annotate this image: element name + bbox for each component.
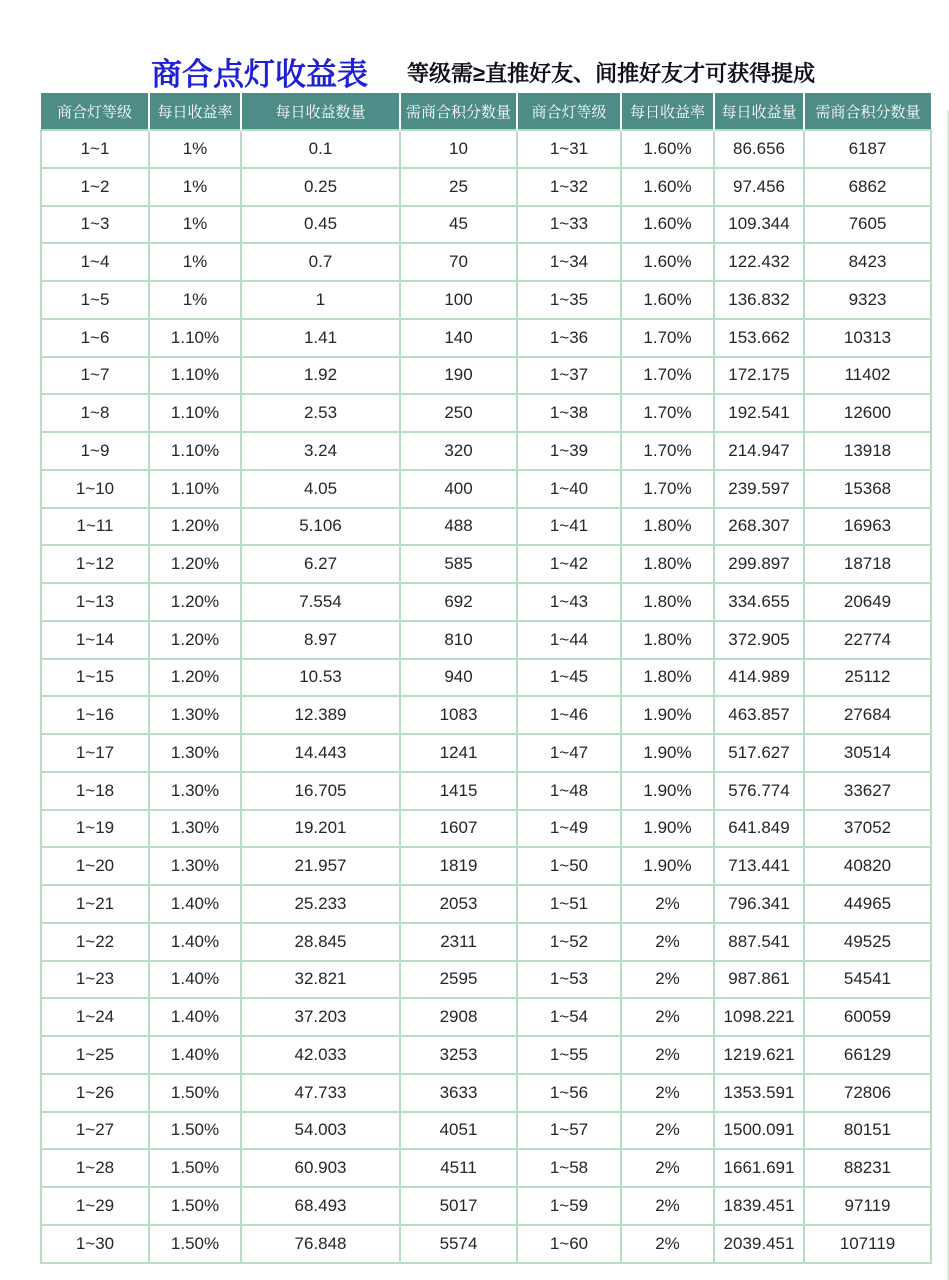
table-cell: 11402 — [804, 357, 931, 395]
table-cell: 1~12 — [41, 545, 149, 583]
table-cell: 21.957 — [241, 847, 400, 885]
table-cell: 1% — [149, 206, 241, 244]
table-cell: 190 — [400, 357, 517, 395]
table-cell: 25112 — [804, 659, 931, 697]
table-cell: 1.30% — [149, 734, 241, 772]
table-cell: 37.203 — [241, 998, 400, 1036]
table-cell: 1.50% — [149, 1112, 241, 1150]
table-cell: 80151 — [804, 1112, 931, 1150]
column-header: 需商合积分数量 — [400, 93, 517, 130]
table-cell: 1.10% — [149, 470, 241, 508]
table-cell: 1~50 — [517, 847, 621, 885]
table-cell: 3633 — [400, 1074, 517, 1112]
table-cell: 1 — [241, 281, 400, 319]
table-cell: 2% — [621, 1149, 714, 1187]
table-cell: 1.70% — [621, 394, 714, 432]
table-cell: 10313 — [804, 319, 931, 357]
table-cell: 334.655 — [714, 583, 804, 621]
table-row — [41, 621, 931, 659]
table-row — [41, 206, 931, 244]
table-cell: 1~19 — [41, 810, 149, 848]
table-cell: 810 — [400, 621, 517, 659]
table-cell: 2% — [621, 1112, 714, 1150]
table-cell: 3.24 — [241, 432, 400, 470]
table-cell: 250 — [400, 394, 517, 432]
table-row — [41, 885, 931, 923]
table-cell: 0.45 — [241, 206, 400, 244]
table-row — [41, 1074, 931, 1112]
table-row — [41, 243, 931, 281]
table-cell: 1~14 — [41, 621, 149, 659]
column-header: 每日收益数量 — [241, 93, 400, 130]
table-cell: 1.50% — [149, 1149, 241, 1187]
table-cell: 1607 — [400, 810, 517, 848]
table-cell: 122.432 — [714, 243, 804, 281]
table-cell: 60.903 — [241, 1149, 400, 1187]
table-row — [41, 961, 931, 999]
table-cell: 1~43 — [517, 583, 621, 621]
table-cell: 6187 — [804, 130, 931, 168]
table-cell: 12.389 — [241, 696, 400, 734]
table-cell: 1~2 — [41, 168, 149, 206]
table-cell: 1~20 — [41, 847, 149, 885]
table-cell: 1.70% — [621, 357, 714, 395]
page-subtitle: 等级需≥直推好友、间推好友才可获得提成 — [407, 61, 816, 86]
column-header: 商合灯等级 — [517, 93, 621, 130]
table-cell: 2.53 — [241, 394, 400, 432]
table-row — [41, 998, 931, 1036]
table-cell: 1~17 — [41, 734, 149, 772]
table-cell: 88231 — [804, 1149, 931, 1187]
table-cell: 1~42 — [517, 545, 621, 583]
table-cell: 4511 — [400, 1149, 517, 1187]
table-cell: 1.90% — [621, 847, 714, 885]
table-cell: 12600 — [804, 394, 931, 432]
table-cell: 1.60% — [621, 281, 714, 319]
table-cell: 1~5 — [41, 281, 149, 319]
table-cell: 1~35 — [517, 281, 621, 319]
table-cell: 1.41 — [241, 319, 400, 357]
table-cell: 1.92 — [241, 357, 400, 395]
table-cell: 54.003 — [241, 1112, 400, 1150]
table-cell: 940 — [400, 659, 517, 697]
table-cell: 1~48 — [517, 772, 621, 810]
table-cell: 268.307 — [714, 508, 804, 546]
table-cell: 517.627 — [714, 734, 804, 772]
table-cell: 1~23 — [41, 961, 149, 999]
table-cell: 1.20% — [149, 659, 241, 697]
table-cell: 713.441 — [714, 847, 804, 885]
table-cell: 1~24 — [41, 998, 149, 1036]
table-cell: 18718 — [804, 545, 931, 583]
table-row — [41, 659, 931, 697]
table-cell: 400 — [400, 470, 517, 508]
table-cell: 25 — [400, 168, 517, 206]
table-row — [41, 1149, 931, 1187]
table-cell: 1~22 — [41, 923, 149, 961]
table-cell: 796.341 — [714, 885, 804, 923]
table-cell: 576.774 — [714, 772, 804, 810]
table-cell: 1.90% — [621, 772, 714, 810]
table-cell: 1~40 — [517, 470, 621, 508]
table-cell: 1.90% — [621, 734, 714, 772]
table-cell: 1.80% — [621, 508, 714, 546]
table-row — [41, 734, 931, 772]
column-header: 每日收益量 — [714, 93, 804, 130]
table-cell: 7605 — [804, 206, 931, 244]
table-cell: 1~1 — [41, 130, 149, 168]
table-cell: 97.456 — [714, 168, 804, 206]
table-cell: 60059 — [804, 998, 931, 1036]
table-row — [41, 1225, 931, 1263]
table-cell: 14.443 — [241, 734, 400, 772]
table-cell: 1.20% — [149, 583, 241, 621]
table-row — [41, 508, 931, 546]
table-row — [41, 1112, 931, 1150]
table-cell: 987.861 — [714, 961, 804, 999]
table-cell: 19.201 — [241, 810, 400, 848]
table-cell: 16.705 — [241, 772, 400, 810]
table-cell: 1~54 — [517, 998, 621, 1036]
table-cell: 1.40% — [149, 923, 241, 961]
table-cell: 1~27 — [41, 1112, 149, 1150]
table-cell: 1~8 — [41, 394, 149, 432]
table-cell: 66129 — [804, 1036, 931, 1074]
column-header: 商合灯等级 — [41, 93, 149, 130]
table-cell: 1~49 — [517, 810, 621, 848]
table-row — [41, 847, 931, 885]
table-cell: 1~25 — [41, 1036, 149, 1074]
table-cell: 27684 — [804, 696, 931, 734]
table-cell: 1083 — [400, 696, 517, 734]
table-cell: 2% — [621, 961, 714, 999]
table-cell: 1661.691 — [714, 1149, 804, 1187]
table-cell: 1.10% — [149, 319, 241, 357]
table-cell: 5.106 — [241, 508, 400, 546]
table-cell: 2% — [621, 885, 714, 923]
table-cell: 1~41 — [517, 508, 621, 546]
table-cell: 1~51 — [517, 885, 621, 923]
table-cell: 585 — [400, 545, 517, 583]
table-cell: 86.656 — [714, 130, 804, 168]
table-cell: 1~57 — [517, 1112, 621, 1150]
table-row — [41, 923, 931, 961]
table-cell: 1.50% — [149, 1074, 241, 1112]
table-cell: 107119 — [804, 1225, 931, 1263]
table-cell: 1~9 — [41, 432, 149, 470]
table-cell: 1~28 — [41, 1149, 149, 1187]
table-cell: 2908 — [400, 998, 517, 1036]
column-header: 需商合积分数量 — [804, 93, 931, 130]
table-cell: 7.554 — [241, 583, 400, 621]
table-cell: 1~31 — [517, 130, 621, 168]
table-row — [41, 810, 931, 848]
table-cell: 30514 — [804, 734, 931, 772]
table-cell: 54541 — [804, 961, 931, 999]
table-cell: 10 — [400, 130, 517, 168]
table-cell: 1.70% — [621, 470, 714, 508]
table-cell: 33627 — [804, 772, 931, 810]
table-cell: 4.05 — [241, 470, 400, 508]
table-cell: 1% — [149, 243, 241, 281]
table-cell: 1839.451 — [714, 1187, 804, 1225]
table-row — [41, 545, 931, 583]
table-cell: 1~11 — [41, 508, 149, 546]
table-cell: 1.10% — [149, 432, 241, 470]
table-cell: 1~37 — [517, 357, 621, 395]
table-cell: 40820 — [804, 847, 931, 885]
table-cell: 0.1 — [241, 130, 400, 168]
table-cell: 1~30 — [41, 1225, 149, 1263]
table-cell: 1~39 — [517, 432, 621, 470]
table-cell: 239.597 — [714, 470, 804, 508]
table-cell: 1~18 — [41, 772, 149, 810]
income-table — [40, 93, 932, 1264]
table-cell: 1~13 — [41, 583, 149, 621]
table-cell: 2% — [621, 998, 714, 1036]
table-row — [41, 772, 931, 810]
table-cell: 1.50% — [149, 1225, 241, 1263]
table-cell: 2053 — [400, 885, 517, 923]
table-cell: 1241 — [400, 734, 517, 772]
table-cell: 1~15 — [41, 659, 149, 697]
table-cell: 100 — [400, 281, 517, 319]
table-cell: 1.40% — [149, 961, 241, 999]
table-row — [41, 357, 931, 395]
table-cell: 140 — [400, 319, 517, 357]
table-cell: 2% — [621, 1074, 714, 1112]
table-cell: 76.848 — [241, 1225, 400, 1263]
table-cell: 6.27 — [241, 545, 400, 583]
table-cell: 109.344 — [714, 206, 804, 244]
table-cell: 1% — [149, 168, 241, 206]
table-cell: 320 — [400, 432, 517, 470]
table-cell: 1.80% — [621, 621, 714, 659]
table-row — [41, 696, 931, 734]
table-cell: 28.845 — [241, 923, 400, 961]
table-cell: 1.70% — [621, 432, 714, 470]
table-cell: 22774 — [804, 621, 931, 659]
table-cell: 1~45 — [517, 659, 621, 697]
table-row — [41, 319, 931, 357]
table-cell: 1.40% — [149, 998, 241, 1036]
table-cell: 20649 — [804, 583, 931, 621]
table-cell: 1.80% — [621, 545, 714, 583]
table-cell: 8.97 — [241, 621, 400, 659]
table-cell: 1~3 — [41, 206, 149, 244]
table-cell: 1~46 — [517, 696, 621, 734]
table-row — [41, 281, 931, 319]
table-cell: 0.25 — [241, 168, 400, 206]
table-cell: 2039.451 — [714, 1225, 804, 1263]
table-cell: 0.7 — [241, 243, 400, 281]
table-cell: 37052 — [804, 810, 931, 848]
table-cell: 1.20% — [149, 621, 241, 659]
table-cell: 1219.621 — [714, 1036, 804, 1074]
table-cell: 2% — [621, 1225, 714, 1263]
table-cell: 1.20% — [149, 545, 241, 583]
table-row — [41, 1187, 931, 1225]
table-cell: 299.897 — [714, 545, 804, 583]
table-cell: 1~53 — [517, 961, 621, 999]
table-cell: 1~59 — [517, 1187, 621, 1225]
table-cell: 1.60% — [621, 206, 714, 244]
table-cell: 463.857 — [714, 696, 804, 734]
table-cell: 1.50% — [149, 1187, 241, 1225]
table-cell: 192.541 — [714, 394, 804, 432]
table-cell: 1~16 — [41, 696, 149, 734]
table-cell: 3253 — [400, 1036, 517, 1074]
table-cell: 42.033 — [241, 1036, 400, 1074]
table-cell: 8423 — [804, 243, 931, 281]
table-cell: 10.53 — [241, 659, 400, 697]
table-row — [41, 432, 931, 470]
table-cell: 1~4 — [41, 243, 149, 281]
table-cell: 97119 — [804, 1187, 931, 1225]
table-cell: 2% — [621, 923, 714, 961]
table-cell: 1819 — [400, 847, 517, 885]
table-row — [41, 1036, 931, 1074]
table-cell: 70 — [400, 243, 517, 281]
table-header-row — [41, 93, 931, 130]
table-cell: 13918 — [804, 432, 931, 470]
table-cell: 1~33 — [517, 206, 621, 244]
table-cell: 72806 — [804, 1074, 931, 1112]
table-cell: 1.30% — [149, 810, 241, 848]
table-cell: 1~34 — [517, 243, 621, 281]
table-cell: 1500.091 — [714, 1112, 804, 1150]
table-cell: 1~29 — [41, 1187, 149, 1225]
table-cell: 1.40% — [149, 885, 241, 923]
table-cell: 1.10% — [149, 394, 241, 432]
table-row — [41, 470, 931, 508]
table-row — [41, 168, 931, 206]
table-cell: 1~58 — [517, 1149, 621, 1187]
table-cell: 5017 — [400, 1187, 517, 1225]
table-cell: 692 — [400, 583, 517, 621]
table-body — [41, 130, 931, 1263]
table-cell: 1.70% — [621, 319, 714, 357]
table-cell: 47.733 — [241, 1074, 400, 1112]
table-cell: 1~60 — [517, 1225, 621, 1263]
table-cell: 153.662 — [714, 319, 804, 357]
table-cell: 887.541 — [714, 923, 804, 961]
table-cell: 1.60% — [621, 243, 714, 281]
table-cell: 1~6 — [41, 319, 149, 357]
table-cell: 45 — [400, 206, 517, 244]
table-cell: 1~47 — [517, 734, 621, 772]
table-cell: 1415 — [400, 772, 517, 810]
table-row — [41, 583, 931, 621]
table-cell: 1% — [149, 281, 241, 319]
table-cell: 1.60% — [621, 168, 714, 206]
table-cell: 1353.591 — [714, 1074, 804, 1112]
table-cell: 1~7 — [41, 357, 149, 395]
table-cell: 1.80% — [621, 583, 714, 621]
table-cell: 1% — [149, 130, 241, 168]
table-cell: 1~52 — [517, 923, 621, 961]
table-cell: 1098.221 — [714, 998, 804, 1036]
table-cell: 1.30% — [149, 847, 241, 885]
table-cell: 2% — [621, 1036, 714, 1074]
table-cell: 15368 — [804, 470, 931, 508]
table-cell: 1~21 — [41, 885, 149, 923]
table-cell: 2595 — [400, 961, 517, 999]
table-cell: 1.60% — [621, 130, 714, 168]
table-cell: 1~36 — [517, 319, 621, 357]
table-cell: 1~26 — [41, 1074, 149, 1112]
table-cell: 1.10% — [149, 357, 241, 395]
table-cell: 1.80% — [621, 659, 714, 697]
column-header: 每日收益率 — [621, 93, 714, 130]
table-cell: 1.30% — [149, 696, 241, 734]
table-cell: 32.821 — [241, 961, 400, 999]
column-header: 每日收益率 — [149, 93, 241, 130]
table-cell: 68.493 — [241, 1187, 400, 1225]
table-cell: 6862 — [804, 168, 931, 206]
table-cell: 136.832 — [714, 281, 804, 319]
table-cell: 1.30% — [149, 772, 241, 810]
table-cell: 214.947 — [714, 432, 804, 470]
table-cell: 172.175 — [714, 357, 804, 395]
table-cell: 1~56 — [517, 1074, 621, 1112]
table-cell: 641.849 — [714, 810, 804, 848]
table-cell: 49525 — [804, 923, 931, 961]
table-cell: 25.233 — [241, 885, 400, 923]
table-cell: 5574 — [400, 1225, 517, 1263]
table-cell: 1~10 — [41, 470, 149, 508]
table-cell: 44965 — [804, 885, 931, 923]
table-row — [41, 394, 931, 432]
table-cell: 4051 — [400, 1112, 517, 1150]
table-cell: 488 — [400, 508, 517, 546]
table-cell: 1.90% — [621, 810, 714, 848]
table-cell: 2% — [621, 1187, 714, 1225]
table-cell: 414.989 — [714, 659, 804, 697]
table-cell: 2311 — [400, 923, 517, 961]
table-row — [41, 130, 931, 168]
table-cell: 1.20% — [149, 508, 241, 546]
table-cell: 1~32 — [517, 168, 621, 206]
table-cell: 1~44 — [517, 621, 621, 659]
table-cell: 372.905 — [714, 621, 804, 659]
table-cell: 1~38 — [517, 394, 621, 432]
table-cell: 1~55 — [517, 1036, 621, 1074]
table-cell: 1.90% — [621, 696, 714, 734]
table-cell: 9323 — [804, 281, 931, 319]
table-cell: 1.40% — [149, 1036, 241, 1074]
page-title: 商合点灯收益表 — [151, 57, 368, 92]
table-cell: 16963 — [804, 508, 931, 546]
